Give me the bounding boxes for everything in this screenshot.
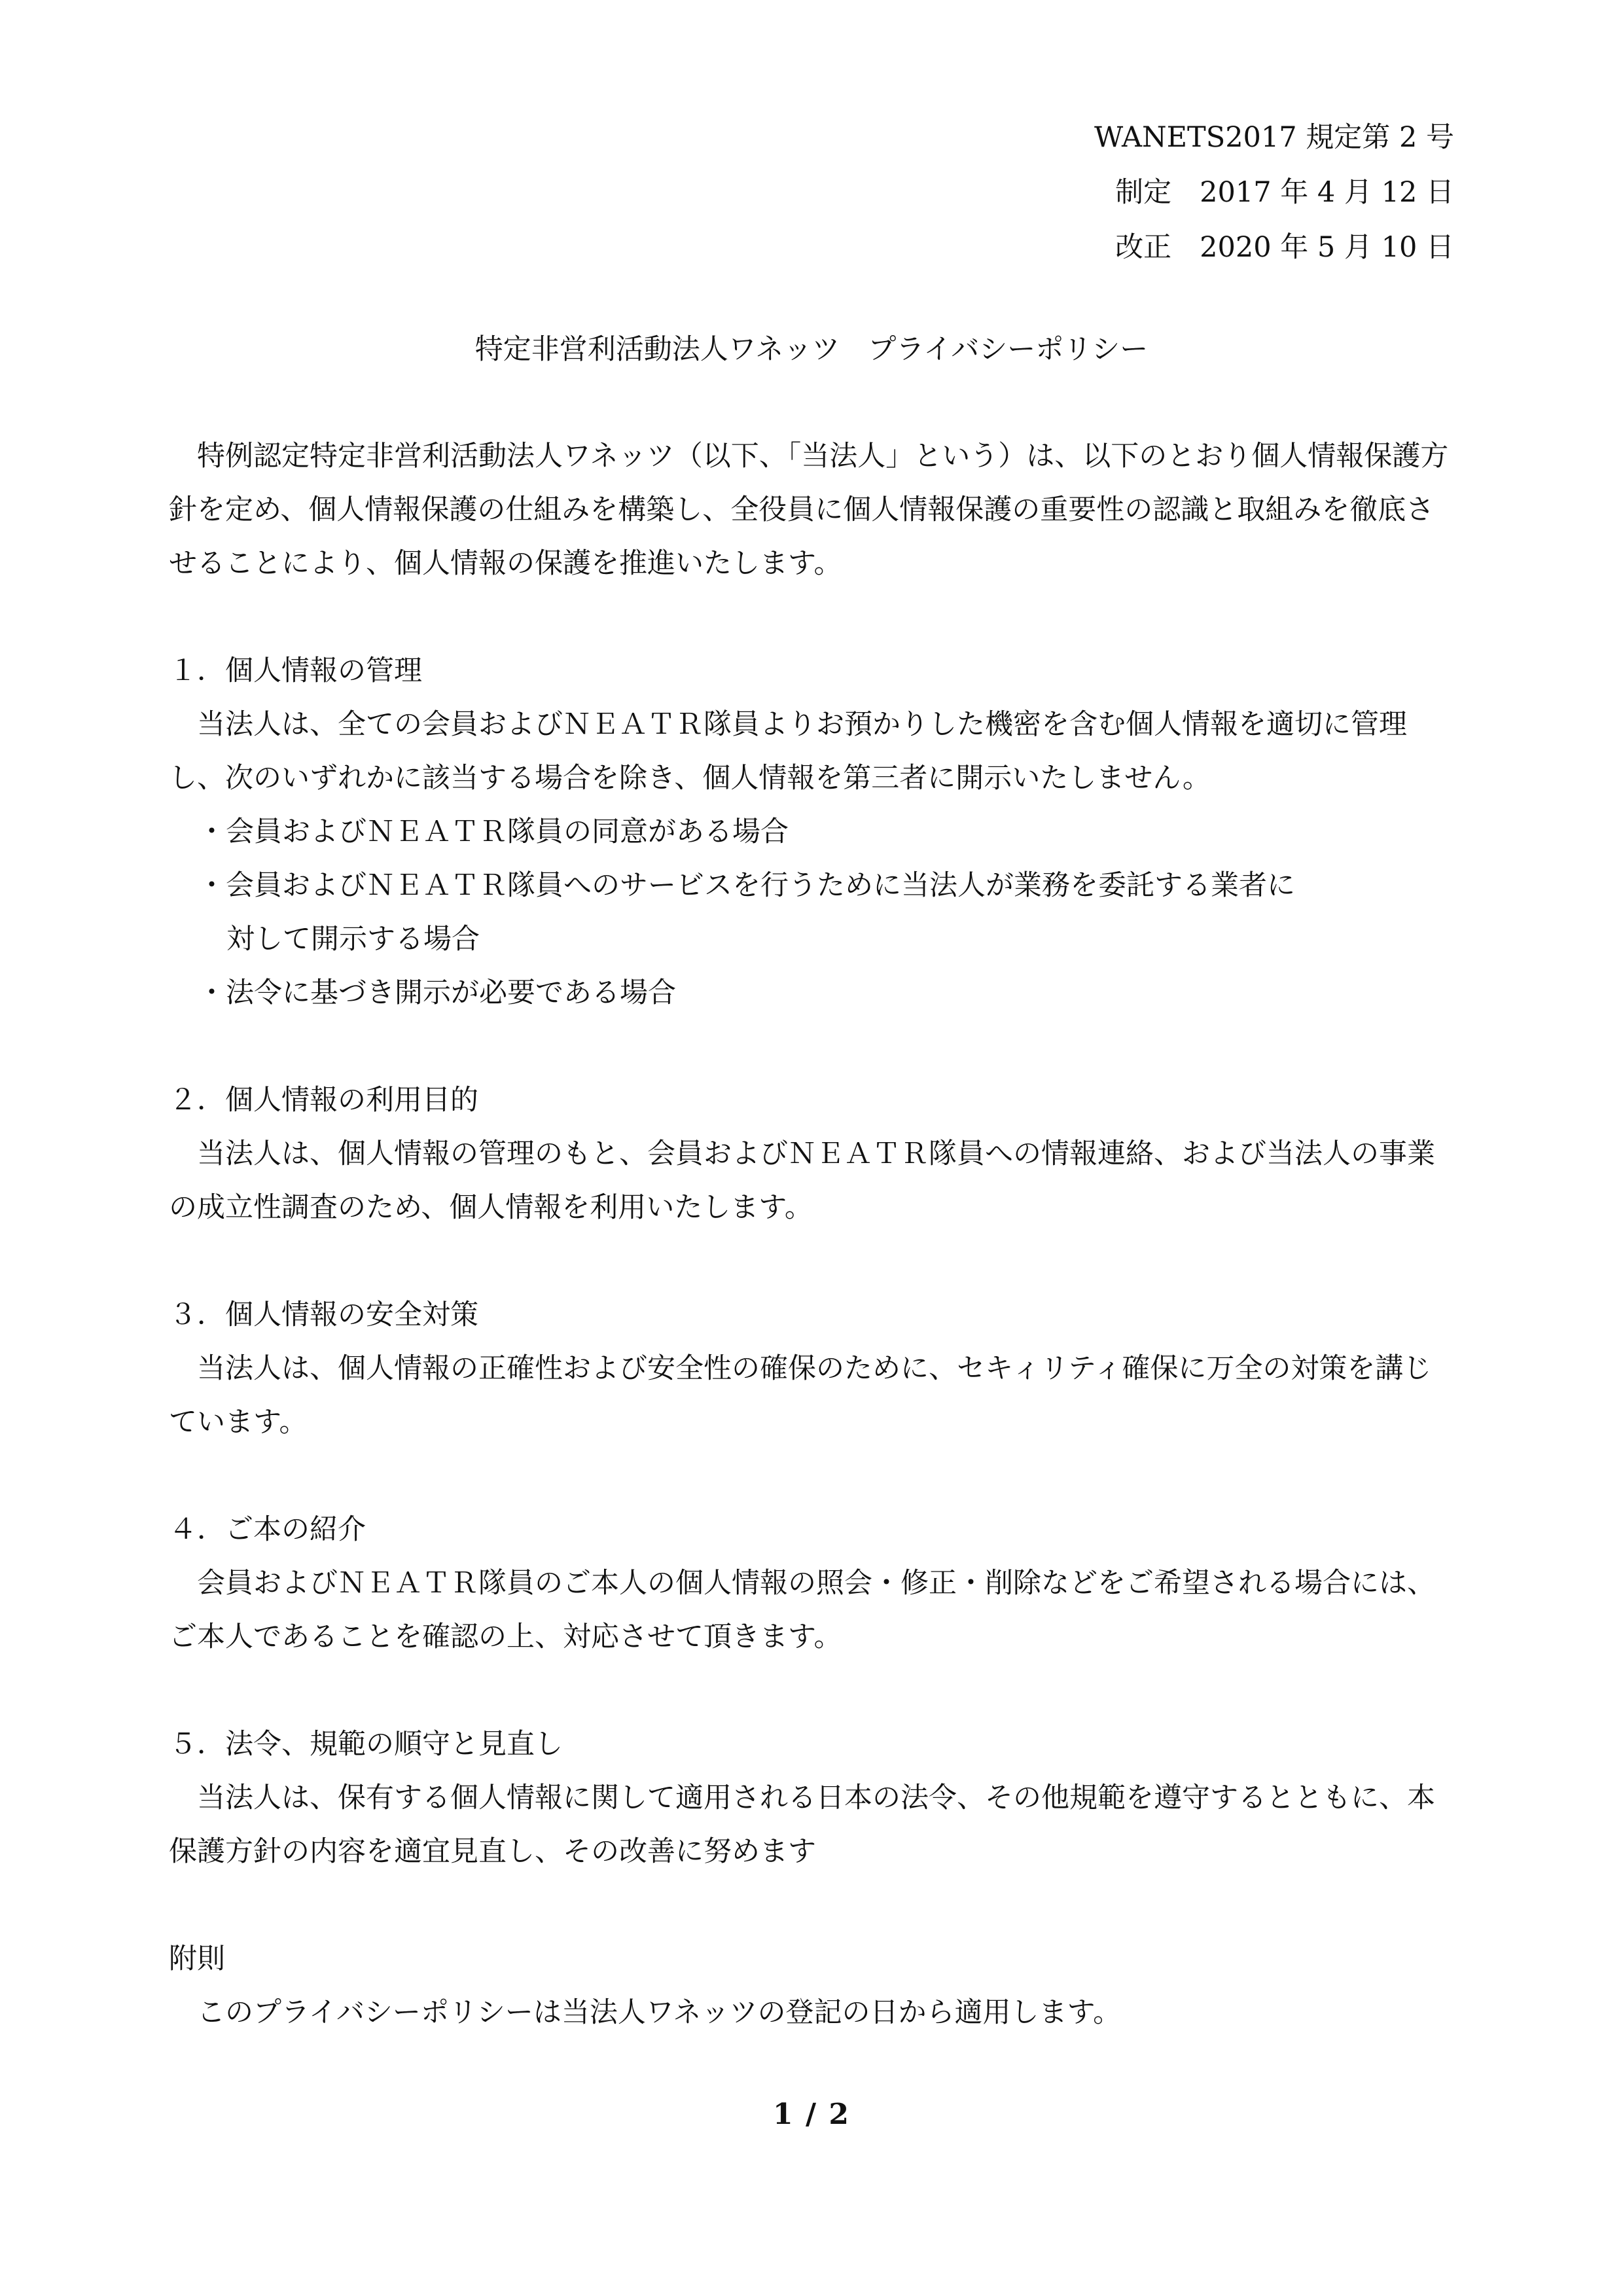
section-2: [169, 1073, 1454, 1234]
list-item-continuation: 対して開示する場合: [226, 923, 480, 956]
section-4: [169, 1503, 1454, 1664]
page-number: 1 / 2: [773, 2098, 850, 2131]
list-item: ・会員およびＮＥＡＴＲ隊員の同意がある場合: [198, 816, 789, 848]
intro-paragraph: 特例認定特定非営利活動法人ワネッツ（以下、「当法人」という）は、以下のとおり個人情報保護方針を定め、個人情報保護の仕組みを構築し、全役員に個人情報保護の重要性の認識と取組みを徹底させることにより、個人情報の保護を推進いたします。: [169, 440, 1449, 580]
revised-date: 改正 2020 年 5 月 10 日: [1115, 231, 1454, 264]
section-body: 当法人は、個人情報の管理のもと、会員およびＮＥＡＴＲ隊員への情報連絡、および当法人の事業の成立性調査のため、個人情報を利用いたします。: [169, 1138, 1435, 1224]
section-heading: ３．個人情報の安全対策: [169, 1299, 478, 1331]
section-heading: １．個人情報の管理: [169, 655, 422, 687]
enacted-date: 制定 2017 年 4 月 12 日: [1115, 176, 1454, 209]
section-heading: ２．個人情報の利用目的: [169, 1084, 478, 1117]
section-body: 当法人は、保有する個人情報に関して適用される日本の法令、その他規範を遵守するとともに、本保護方針の内容を適宜見直し、その改善に努めます: [169, 1782, 1435, 1868]
regulation-number: WANETS2017 規定第 2 号: [1094, 121, 1454, 154]
supplementary-body: このプライバシーポリシーは当法人ワネッツの登記の日から適用します。: [197, 1996, 1122, 2029]
document-body: [169, 429, 1454, 2039]
section-5: [169, 1717, 1454, 1878]
section-heading: ４．ご本の紹介: [169, 1513, 366, 1546]
document-header: [1094, 110, 1454, 275]
section-1: [169, 644, 1454, 1020]
document-title: 特定非営利活動法人ワネッツ プライバシーポリシー: [474, 333, 1149, 366]
list-item: ・会員およびＮＥＡＴＲ隊員へのサービスを行うために当法人が業務を委託する業者に: [198, 869, 1295, 902]
supplementary-provisions: [169, 1932, 1454, 2039]
section-body: 当法人は、個人情報の正確性および安全性の確保のために、セキィリティ確保に万全の対策を講じています。: [169, 1352, 1432, 1439]
section-body: 会員およびＮＥＡＴＲ隊員のご本人の個人情報の照会・修正・削除などをご希望される場合には、ご本人であることを確認の上、対応させて頂きます。: [169, 1567, 1435, 1653]
section-3: [169, 1288, 1454, 1449]
supplementary-heading: 附則: [169, 1943, 225, 1975]
section-heading: ５．法令、規範の順守と見直し: [169, 1728, 563, 1761]
list-item: ・法令に基づき開示が必要である場合: [198, 977, 676, 1009]
section-body: 当法人は、全ての会員およびＮＥＡＴＲ隊員よりお預かりした機密を含む個人情報を適切に管理し、次のいずれかに該当する場合を除き、個人情報を第三者に開示いたしません。: [169, 708, 1407, 795]
